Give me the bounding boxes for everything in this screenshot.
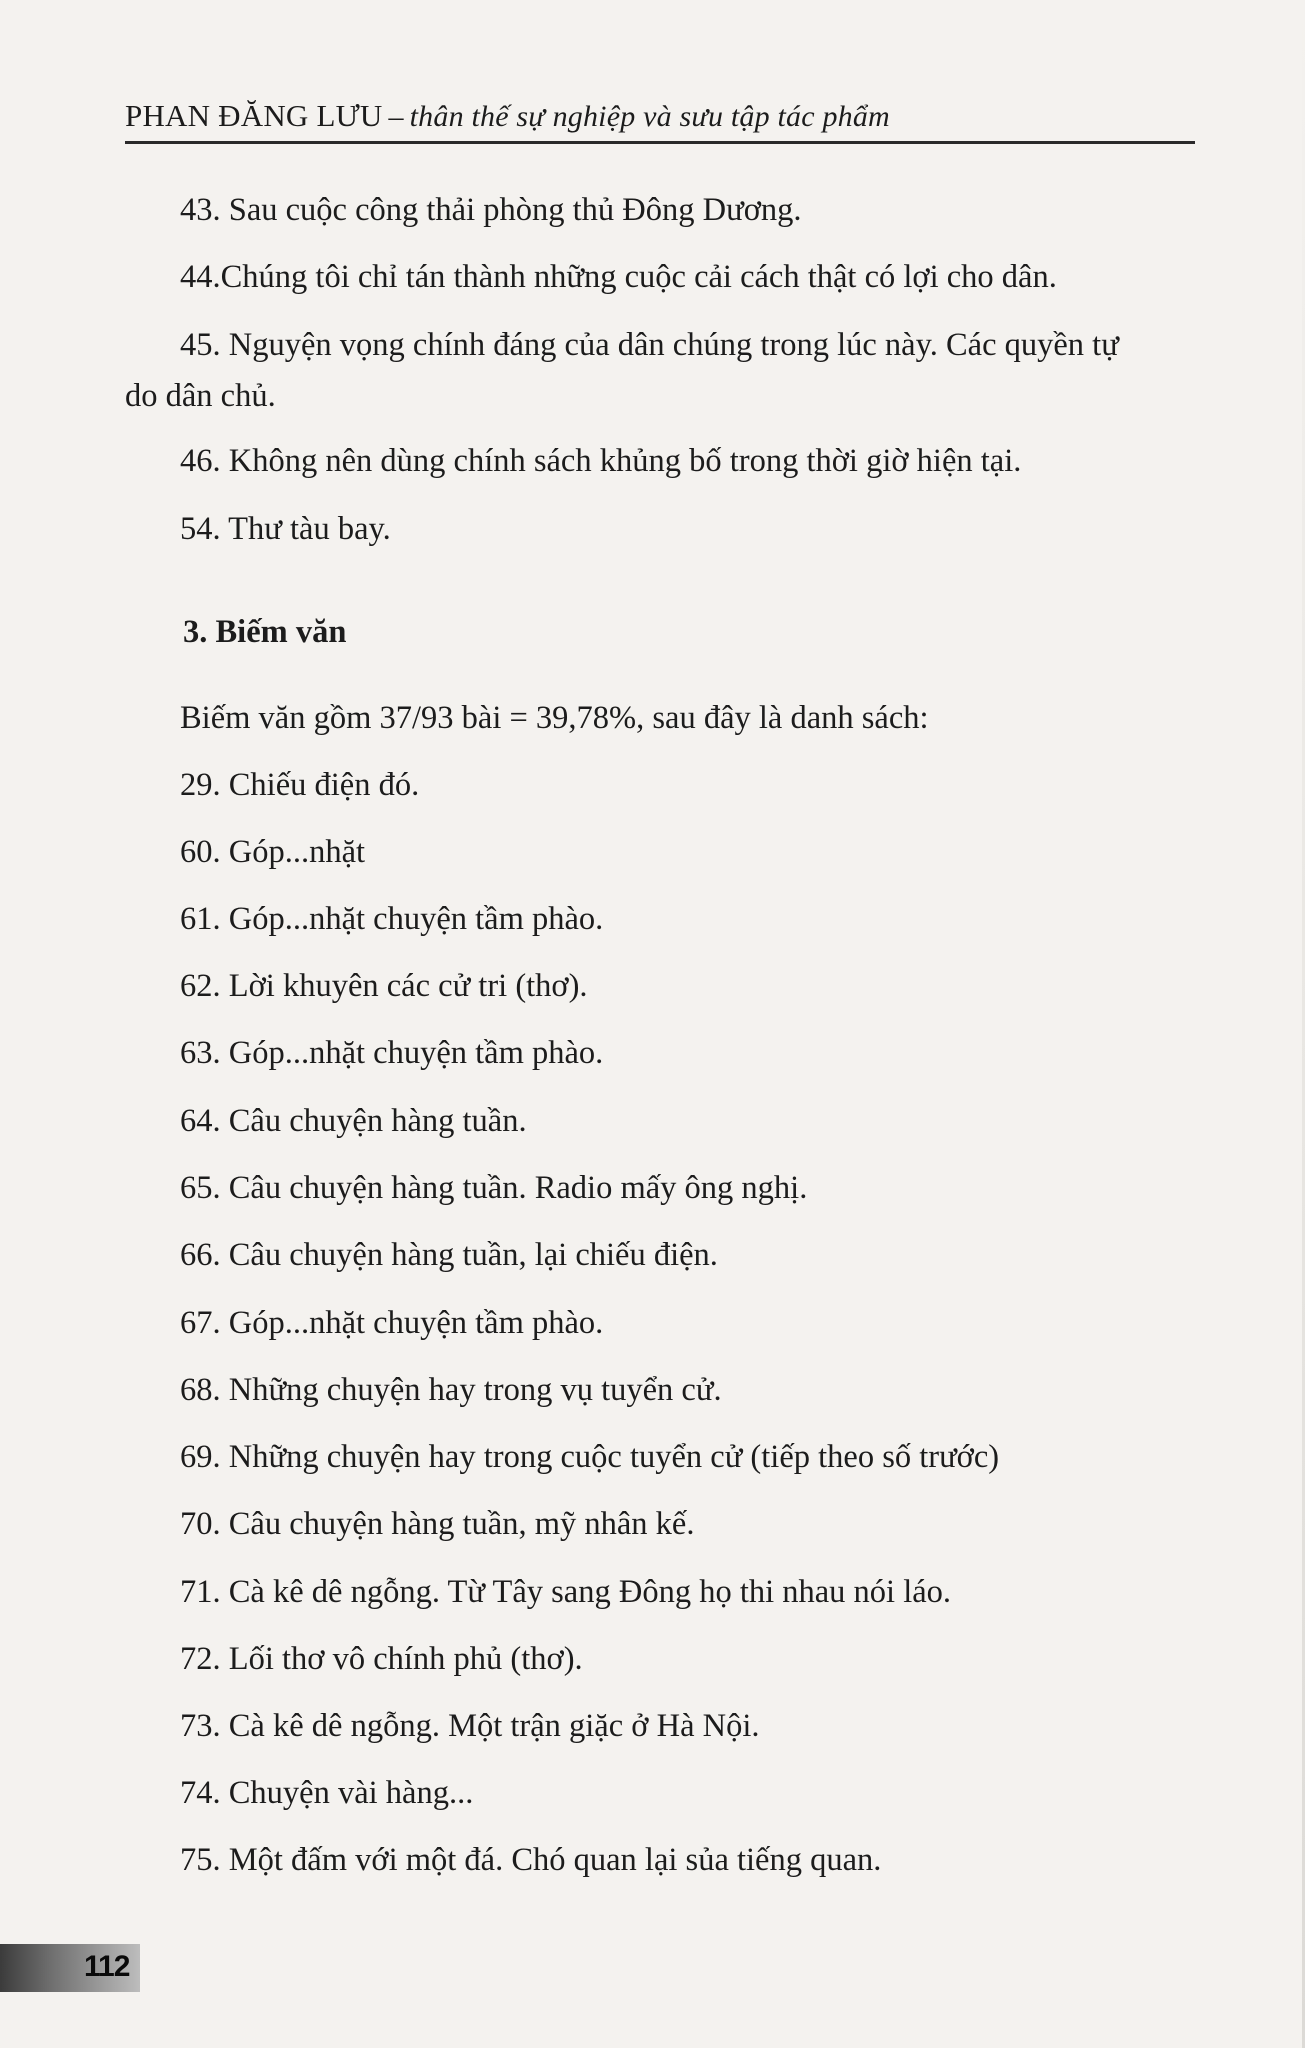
header-title bbox=[125, 98, 890, 134]
list-item: 75. Một đấm với một đá. Chó quan lại sủa tiếng quan. bbox=[180, 1842, 882, 1878]
list-item: 68. Những chuyện hay trong vụ tuyển cử. bbox=[180, 1372, 722, 1408]
list-item: 44.Chúng tôi chỉ tán thành những cuộc cải cách thật có lợi cho dân. bbox=[180, 259, 1057, 295]
list-item: 65. Câu chuyện hàng tuần. Radio mấy ông nghị. bbox=[180, 1170, 808, 1206]
list-item: 46. Không nên dùng chính sách khủng bố trong thời giờ hiện tại. bbox=[180, 443, 1022, 479]
header-author: PHAN ĐĂNG LƯU bbox=[125, 98, 383, 133]
list-item-continuation: do dân chủ. bbox=[125, 378, 276, 414]
list-item: 29. Chiếu điện đó. bbox=[180, 767, 420, 803]
list-item: 66. Câu chuyện hàng tuần, lại chiếu điện. bbox=[180, 1237, 718, 1273]
list-item: 71. Cà kê dê ngỗng. Từ Tây sang Đông họ thi nhau nói láo. bbox=[180, 1574, 952, 1610]
list-item: 70. Câu chuyện hàng tuần, mỹ nhân kế. bbox=[180, 1506, 695, 1542]
list-item: 43. Sau cuộc công thải phòng thủ Đông Dương. bbox=[180, 192, 802, 228]
list-item: 62. Lời khuyên các cử tri (thơ). bbox=[180, 968, 588, 1004]
list-item: 74. Chuyện vài hàng... bbox=[180, 1775, 474, 1811]
list-item: 67. Góp...nhặt chuyện tầm phào. bbox=[180, 1305, 604, 1341]
header-subtitle: thân thế sự nghiệp và sưu tập tác phẩm bbox=[409, 100, 890, 133]
list-item: 61. Góp...nhặt chuyện tầm phào. bbox=[180, 901, 604, 937]
list-item: 73. Cà kê dê ngỗng. Một trận giặc ở Hà Nội. bbox=[180, 1708, 760, 1744]
list-item: 72. Lối thơ vô chính phủ (thơ). bbox=[180, 1641, 583, 1677]
list-item: 54. Thư tàu bay. bbox=[180, 511, 391, 547]
list-item: 63. Góp...nhặt chuyện tầm phào. bbox=[180, 1035, 604, 1071]
running-header bbox=[125, 92, 1195, 144]
section-intro: Biếm văn gồm 37/93 bài = 39,78%, sau đây là danh sách: bbox=[180, 700, 929, 736]
section-heading: 3. Biếm văn bbox=[183, 614, 347, 650]
page-number: 112 bbox=[84, 1950, 130, 1983]
list-item: 60. Góp...nhặt bbox=[180, 834, 366, 870]
header-separator: – bbox=[388, 100, 404, 133]
list-item: 64. Câu chuyện hàng tuần. bbox=[180, 1103, 527, 1139]
list-item: 69. Những chuyện hay trong cuộc tuyển cử (tiếp theo số trước) bbox=[180, 1439, 1000, 1475]
list-item: 45. Nguyện vọng chính đáng của dân chúng trong lúc này. Các quyền tự bbox=[180, 327, 1119, 363]
